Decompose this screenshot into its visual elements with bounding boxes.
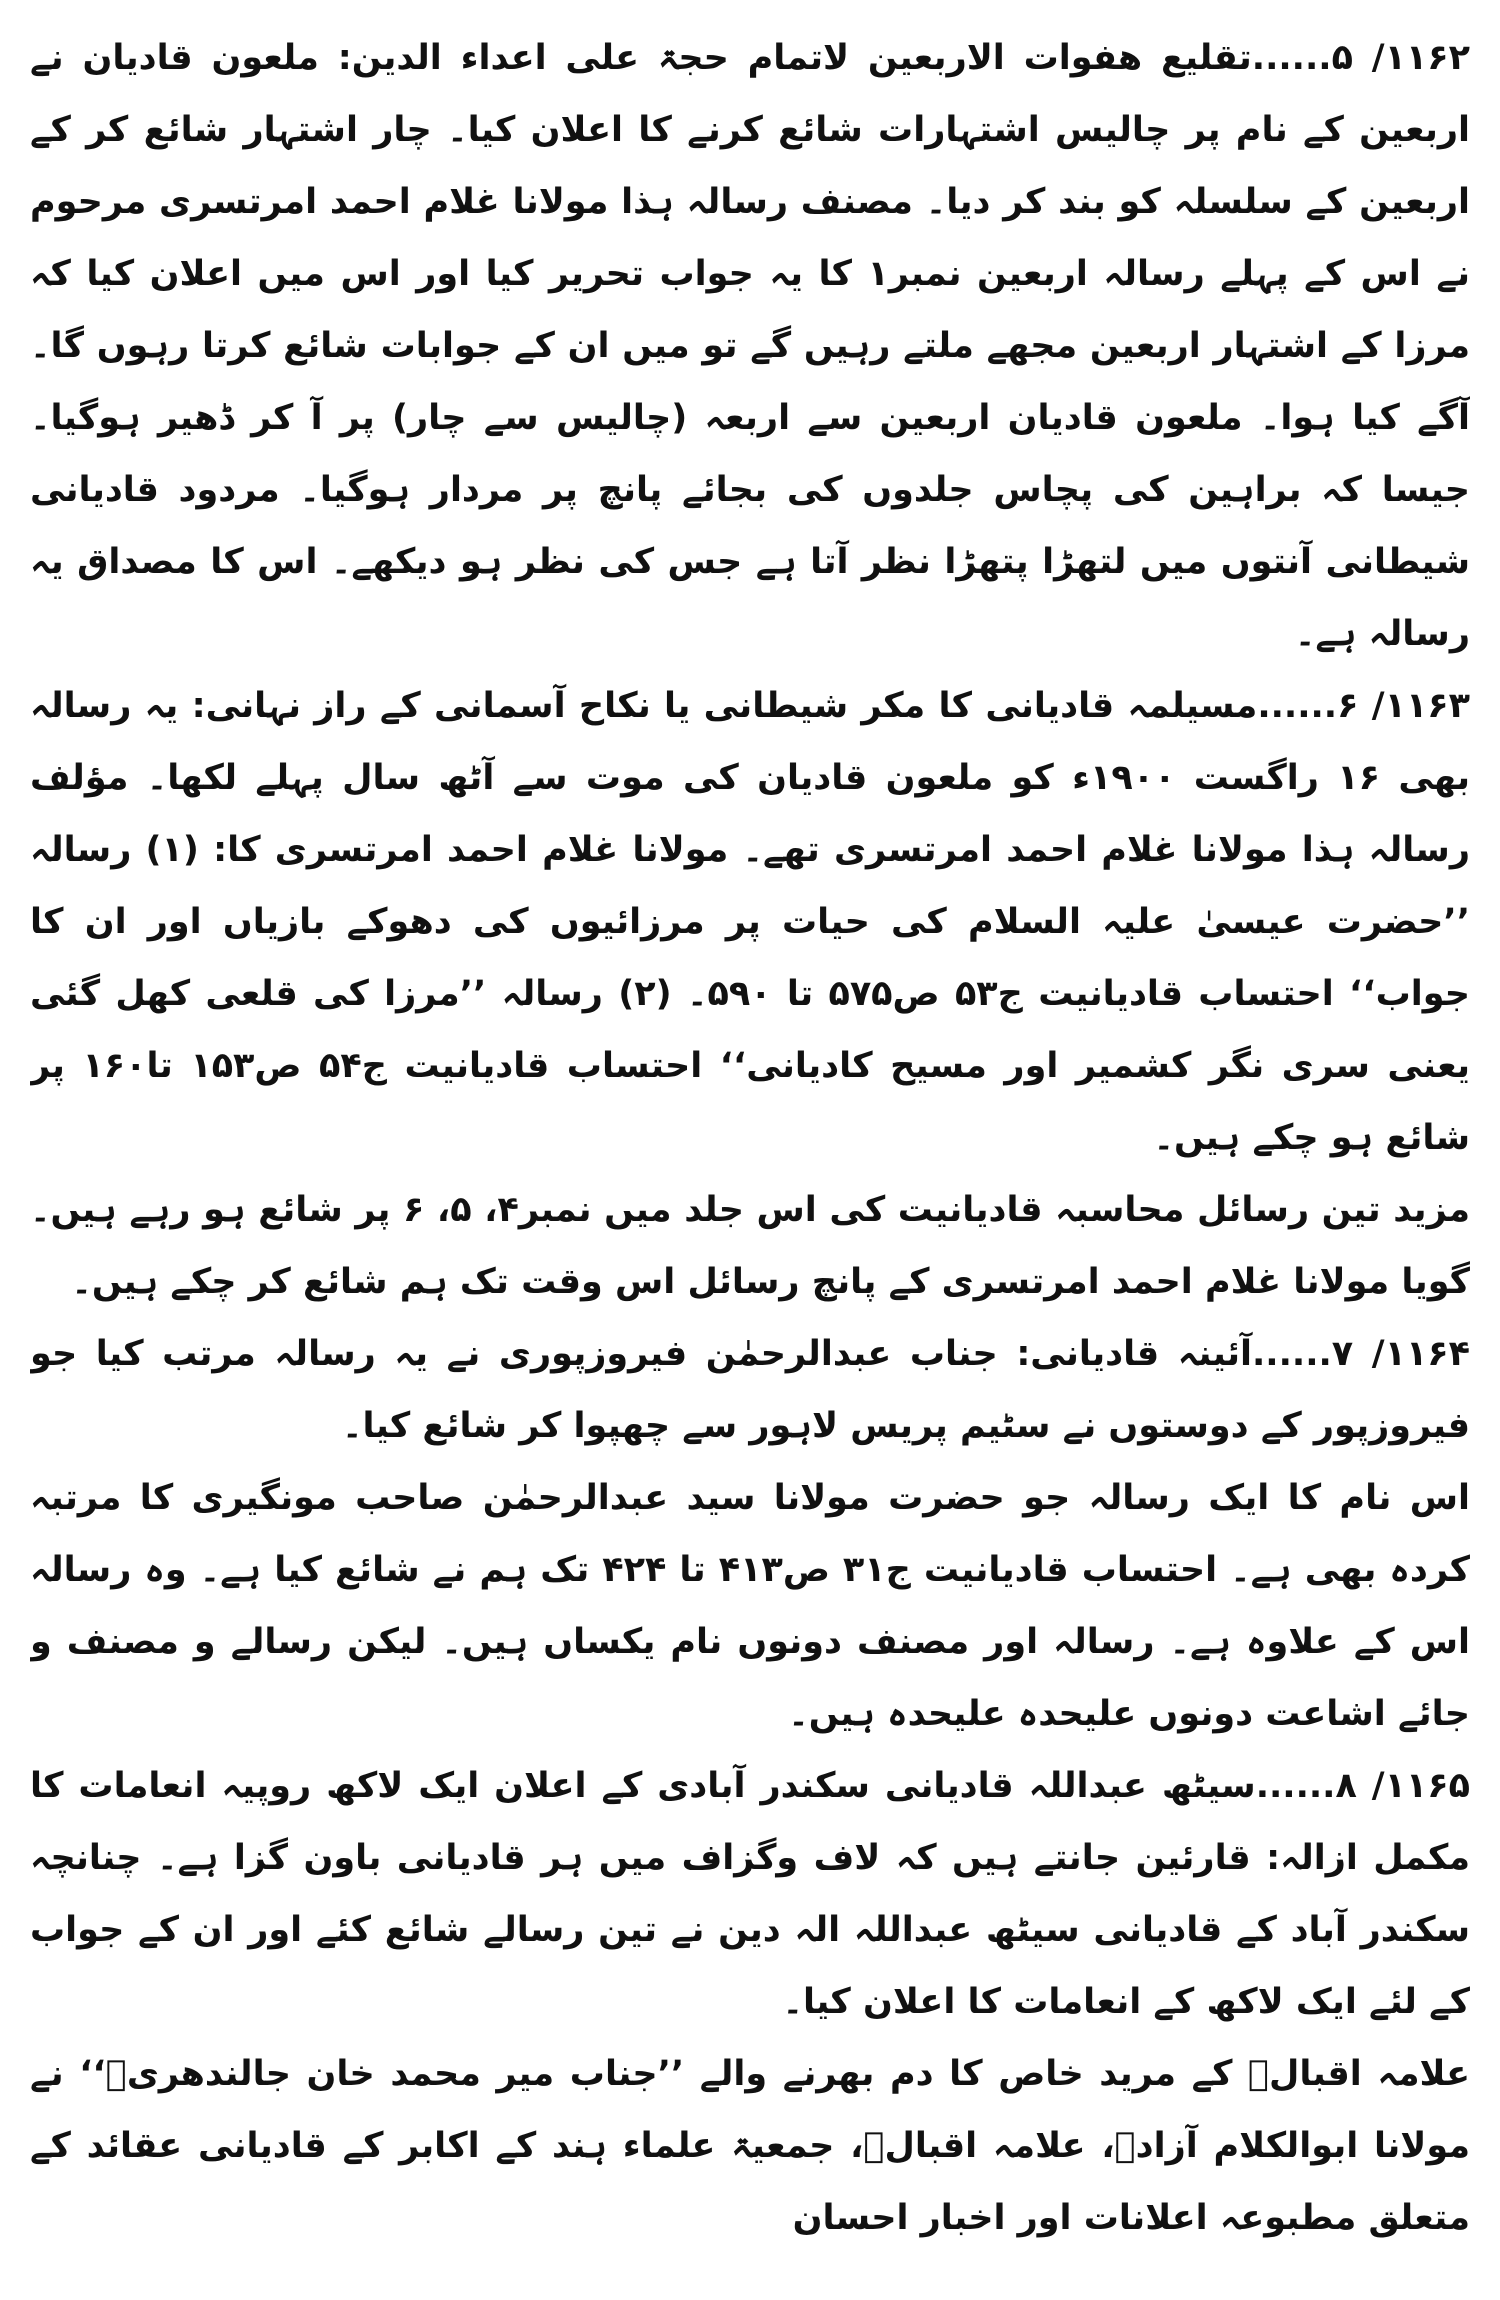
paragraph-body: اس نام کا ایک رسالہ جو حضرت مولانا سید عبدالرحمٰن صاحب مونگیری کا مرتبہ کردہ بھی ہے۔ احتساب قادیانیت ج۳۱ ص۴۱۳ تا ۴۲۴ تک ہم نے شائع کیا ہے۔ وہ رسالہ اس کے علاوہ ہے۔ رسالہ اور مصنف دونوں نام یکساں ہیں۔ لیکن رسالے و مصنف و جائے اشاعت دونوں علیحدہ علیحدہ ہیں۔	[30, 1478, 1470, 1734]
entry-number: ۱۱۶۴/ ۷......	[1252, 1334, 1470, 1374]
entry-1165	[30, 1750, 1470, 2038]
entry-1163	[30, 670, 1470, 1174]
entry-body: ملعون قادیان نے اربعین کے نام پر چالیس اشتہارات شائع کرنے کا اعلان کیا۔ چار اشتہار شائع کر کے اربعین کے سلسلہ کو بند کر دیا۔ مصنف رسالہ ہذا مولانا غلام احمد امرتسری مرحوم نے اس کے پہلے رسالہ اربعین نمبر۱ کا یہ جواب تحریر کیا اور اس میں اعلان کیا کہ مرزا کے اشتہار اربعین مجھے ملتے رہیں گے تو میں ان کے جوابات شائع کرتا رہوں گا۔ آگے کیا ہوا۔ ملعون قادیان اربعین سے اربعہ (چالیس سے چار) پر آ کر ڈھیر ہوگیا۔ جیسا کہ براہین کی پچاس جلدوں کی بجائے پانچ پر مردار ہوگیا۔ مردود قادیانی شیطانی آنتوں میں لتھڑا پتھڑا نظر آتا ہے جس کی نظر ہو دیکھے۔ اس کا مصداق یہ رسالہ ہے۔	[30, 38, 1470, 654]
document-page	[30, 22, 1470, 2282]
entry-number: ۱۱۶۳/ ۶......	[1257, 686, 1470, 726]
entry-title: سیٹھ عبداللہ قادیانی سکندر آبادی کے اعلان ایک لاکھ روپیہ انعامات کا مکمل ازالہ:	[30, 1766, 1470, 1878]
entry-body: قارئین جانتے ہیں کہ لاف وگزاف میں ہر قادیانی باون گزا ہے۔ چنانچہ سکندر آباد کے قادیانی سیٹھ عبداللہ الہ دین نے تین رسالے شائع کئے اور ان کے جواب کے لئے ایک لاکھ کے انعامات کا اعلان کیا۔	[30, 1838, 1470, 2022]
paragraph-body: مزید تین رسائل محاسبہ قادیانیت کی اس جلد میں نمبر۴، ۵، ۶ پر شائع ہو رہے ہیں۔ گویا مولانا غلام احمد امرتسری کے پانچ رسائل اس وقت تک ہم شائع کر چکے ہیں۔	[30, 1190, 1470, 1302]
entry-number: ۱۱۶۵/ ۸......	[1255, 1766, 1470, 1806]
entry-title: آئینہ قادیانی:	[1016, 1334, 1253, 1374]
entry-1162	[30, 22, 1470, 670]
entry-body: یہ رسالہ بھی ۱۶ راگست ۱۹۰۰ء کو ملعون قادیان کی موت سے آٹھ سال پہلے لکھا۔ مؤلف رسالہ ہذا مولانا غلام احمد امرتسری تھے۔ مولانا غلام احمد امرتسری کا: (۱) رسالہ ’’حضرت عیسیٰ علیہ السلام کی حیات پر مرزائیوں کی دھوکے بازیاں اور ان کا جواب‘‘ احتساب قادیانیت ج۵۳ ص۵۷۵ تا ۵۹۰۔ (۲) رسالہ ’’مرزا کی قلعی کھل گئی یعنی سری نگر کشمیر اور مسیح کادیانی‘‘ احتساب قادیانیت ج۵۴ ص۱۵۳ تا۱۶۰ پر شائع ہو چکے ہیں۔	[30, 686, 1470, 1158]
entry-title: مسیلمہ قادیانی کا مکر شیطانی یا نکاح آسمانی کے راز نہانی:	[191, 686, 1258, 726]
paragraph-continuation-3	[30, 2038, 1470, 2254]
paragraph-continuation-2	[30, 1462, 1470, 1750]
paragraph-body: علامہ اقبالؒ کے مرید خاص کا دم بھرنے والے ’’جناب میر محمد خان جالندھریؒ‘‘ نے مولانا ابوالکلام آزادؒ، علامہ اقبالؒ، جمعیۃ علماء ہند کے اکابر کے قادیانی عقائد کے متعلق مطبوعہ اعلانات اور اخبار احسان	[30, 2054, 1470, 2238]
paragraph-continuation-1	[30, 1174, 1470, 1318]
entry-body: جناب عبدالرحمٰن فیروزپوری نے یہ رسالہ مرتب کیا جو فیروزپور کے دوستوں نے سٹیم پریس لاہور سے چھپوا کر شائع کیا۔	[30, 1334, 1470, 1446]
entry-title: تقلیع هفوات الاربعین لاتمام حجۃ علی اعداء الدین:	[337, 38, 1252, 78]
entry-number: ۱۱۶۲/ ۵......	[1251, 38, 1470, 78]
entry-1164	[30, 1318, 1470, 1462]
